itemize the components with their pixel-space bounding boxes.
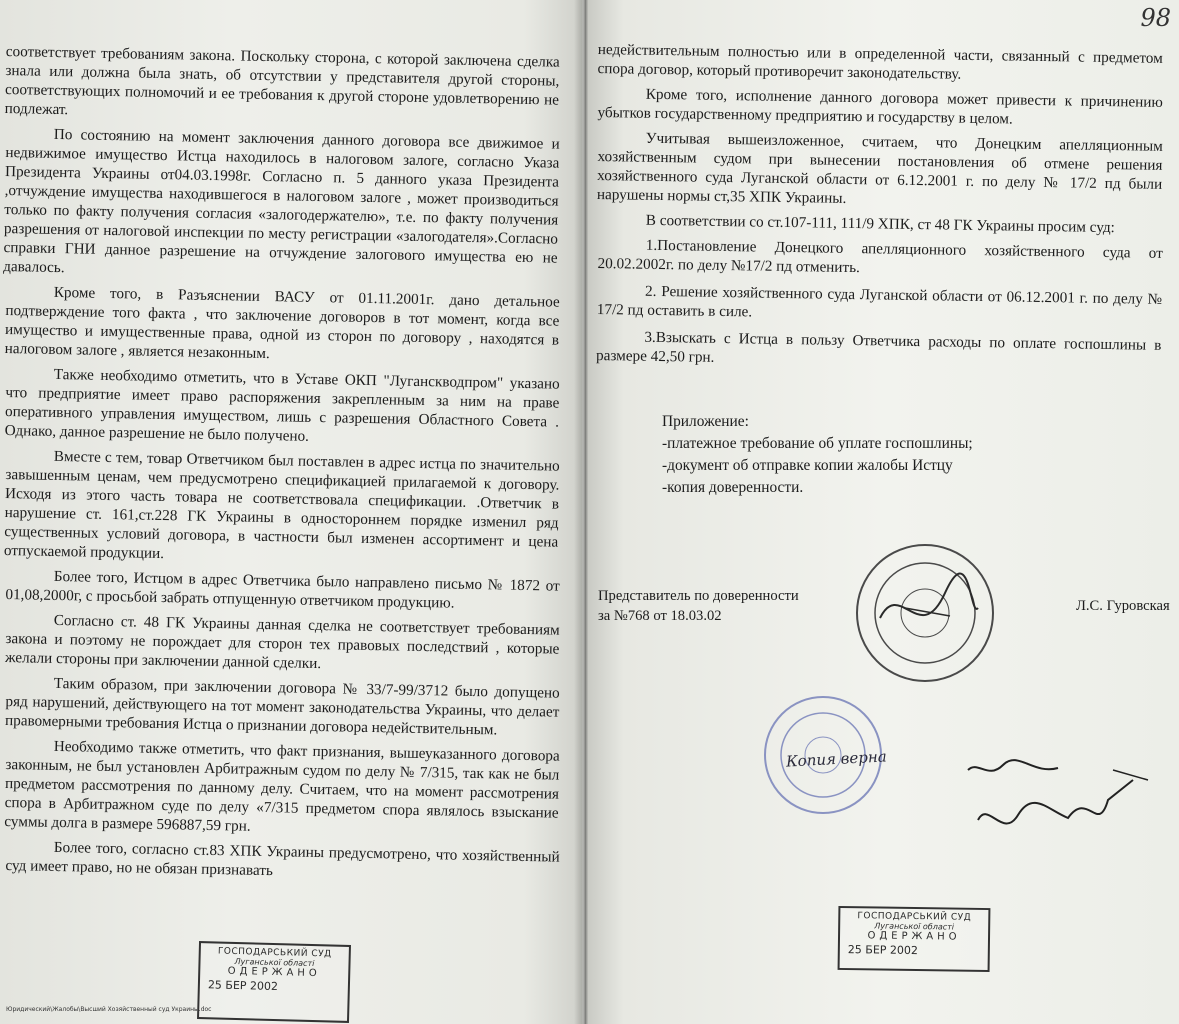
stamp-received: ОДЕРЖАНО <box>867 930 961 943</box>
handwritten-copy-note: Копия верна <box>785 747 888 771</box>
attachment-item-3: -копия доверенности. <box>662 479 804 496</box>
attachments-title: Приложение: <box>662 413 749 430</box>
right-paragraph-1: недействительным полностью или в определенной части, связанный с предметом спора договор, который противоречит законодательству. <box>597 40 1163 83</box>
stamp-region: Луганської області <box>874 921 955 932</box>
attachments <box>662 411 1163 499</box>
handwritten-page-number: 98 <box>1140 4 1171 32</box>
left-page <box>0 0 582 1024</box>
left-paragraph-10: Более того, согласно ст.83 ХПК Украины предусмотрено, что хозяйственный суд имеет право, но не обязан признавать <box>5 838 560 880</box>
signer-name: Л.С. Гуровская <box>1076 598 1170 614</box>
left-paragraph-1: соответствует требованиям закона. Поскольку сторона, с которой заключена сделка знала или должна была знать, об отсутствии у представителя другой стороны, соответствующих полномочий и ее требования к другой стороне удовлетворению не подлежат. <box>4 42 560 119</box>
request-item-2: 2. Решение хозяйственного суда Луганской области от 06.12.2001 г. по делу № 17/2 пд оставить в силе. <box>596 282 1163 321</box>
left-paragraph-5: Вместе с тем, товар Ответчиком был поставлен в адрес истца по значительно завышенным ценам, чем предусмотрено спецификацией прилагаемой к договору. Исходя из этого часть товара не соответствовала спецификации. .Ответчик в нарушение ст. 161,ст.228 ГК Украины в одностороннем порядке изменил ряд существенных условий договора, в частности был изменен ассортимент и цена отпускаемой продукции. <box>3 447 560 563</box>
document-footer-path: Юридический\Жалобы\Высший Хозяйственный суд Украины.doc <box>6 1006 212 1013</box>
stamp-court-name: ГОСПОДАРСЬКИЙ СУД <box>217 946 332 960</box>
left-paragraph-6: Более того, Истцом в адрес Ответчика было направлено письмо № 1872 от 01,08,2000г, с просьбой забрать отпущенную ответчиком продукцию. <box>5 567 560 612</box>
handwritten-signature <box>948 740 1158 860</box>
request-list <box>596 235 1163 374</box>
right-paragraph-2: Кроме того, исполнение данного договора может привести к причинению убытков государственному предприятию и государству в целом. <box>597 85 1163 128</box>
stamp-court-name: ГОСПОДАРСЬКИЙ СУД <box>857 911 972 923</box>
right-paragraph-4: В соответствии со ст.107-111, 111/9 ХПК, ст 48 ГК Украины просим суд: <box>645 211 1115 237</box>
signer-block <box>598 586 799 626</box>
right-page <box>588 0 1179 1024</box>
left-paragraph-7: Согласно ст. 48 ГК Украины данная сделка не соответствует требованиям закона и поэтому не порождает для сторон тех правовых последствий , которые желали стороны при заключении данной сделки. <box>4 611 560 673</box>
left-paragraph-8: Таким образом, при заключении договора № 33/7-99/3712 было допущено ряд нарушений, действующего на тот момент законодательства Украины, что делает правомерными требования Истца о признании договора недействительным. <box>4 674 560 739</box>
signer-role: Представитель по доверенности <box>598 588 799 604</box>
court-received-stamp-right <box>838 906 991 972</box>
left-paragraph-3: Кроме того, в Разъяснении ВАСУ от 01.11.2001г. дано детальное подтверждение того факта , что заключение договоров в тот момент, когда все имущество и имущественные права, одной из сторон по договору , находятся в налоговом залоге , является незаконным. <box>4 283 560 363</box>
left-paragraph-2: По состоянию на момент заключения данного договора все движимое и недвижимое имущество Истца находилось в налоговом залоге, согласно Указа Президента Украины от04.03.1998г. Согласно п. 5 данного указа Президента ,отчуждение имущества находившегося в налоговом залоге , может производиться только по факту получения согласия «залогодержателю», т.е. по факту получения разрешения от налоговой инспекции по месту регистрации «залогодателя».Согласно справки ГНИ данное разрешение на отчуждение залогового имущества ею не давалось. <box>3 125 560 277</box>
stamp-received: ОДЕРЖАНО <box>227 965 321 980</box>
left-paragraph-9: Необходимо также отметить, что факт признания, вышеуказанного договора законным, не был установлен Арбитражным судом по делу № 7/315, так как не был предметом рассмотрения по данному делу. Считаем, что на момент рассмотрения спора в Арбитражном суде по делу «7/315 предметом спора являлось взыскание суммы долга в размере 596887,59 грн. <box>4 737 560 835</box>
attachment-item-2: -документ об отправке копии жалобы Истцу <box>662 457 953 474</box>
request-item-1: 1.Постановление Донецкого апелляционного хозяйственного суда от 20.02.2002г. по делу №17/2 пд отменить. <box>597 236 1163 277</box>
court-received-stamp <box>197 941 351 1023</box>
stamp-date: 25 БЕР 2002 <box>847 943 919 958</box>
attachment-item-1: -платежное требование об уплате госпошлины; <box>662 435 973 452</box>
left-paragraph-4: Также необходимо отметить, что в Уставе ОКП "Луганскводпром" указано что предприятие имеет право распоряжения закрепленным за ним на праве оперативного управления имуществом, лишь с разрешения Областного Совета . Однако, данное разрешение не было получено. <box>4 365 560 445</box>
signer-authority: за №768 от 18.03.02 <box>598 608 722 624</box>
organization-seal <box>850 538 1000 688</box>
stamp-date: 25 БЕР 2002 <box>207 978 279 994</box>
right-paragraph-3: Учитывая вышеизложенное, считаем, что Донецким апелляционным хозяйственным судом при вынесении постановления об отмене решения хозяйственного суда Луганской области от 6.12.2001 г. по делу № 17/2 пд были нарушены нормы ст,35 ХПК Украины. <box>596 129 1163 207</box>
request-item-3: 3.Взыскать с Истца в пользу Ответчика расходы по оплате госпошлины в размере 42,50 грн. <box>595 328 1162 366</box>
stamp-region: Луганської області <box>234 956 315 969</box>
